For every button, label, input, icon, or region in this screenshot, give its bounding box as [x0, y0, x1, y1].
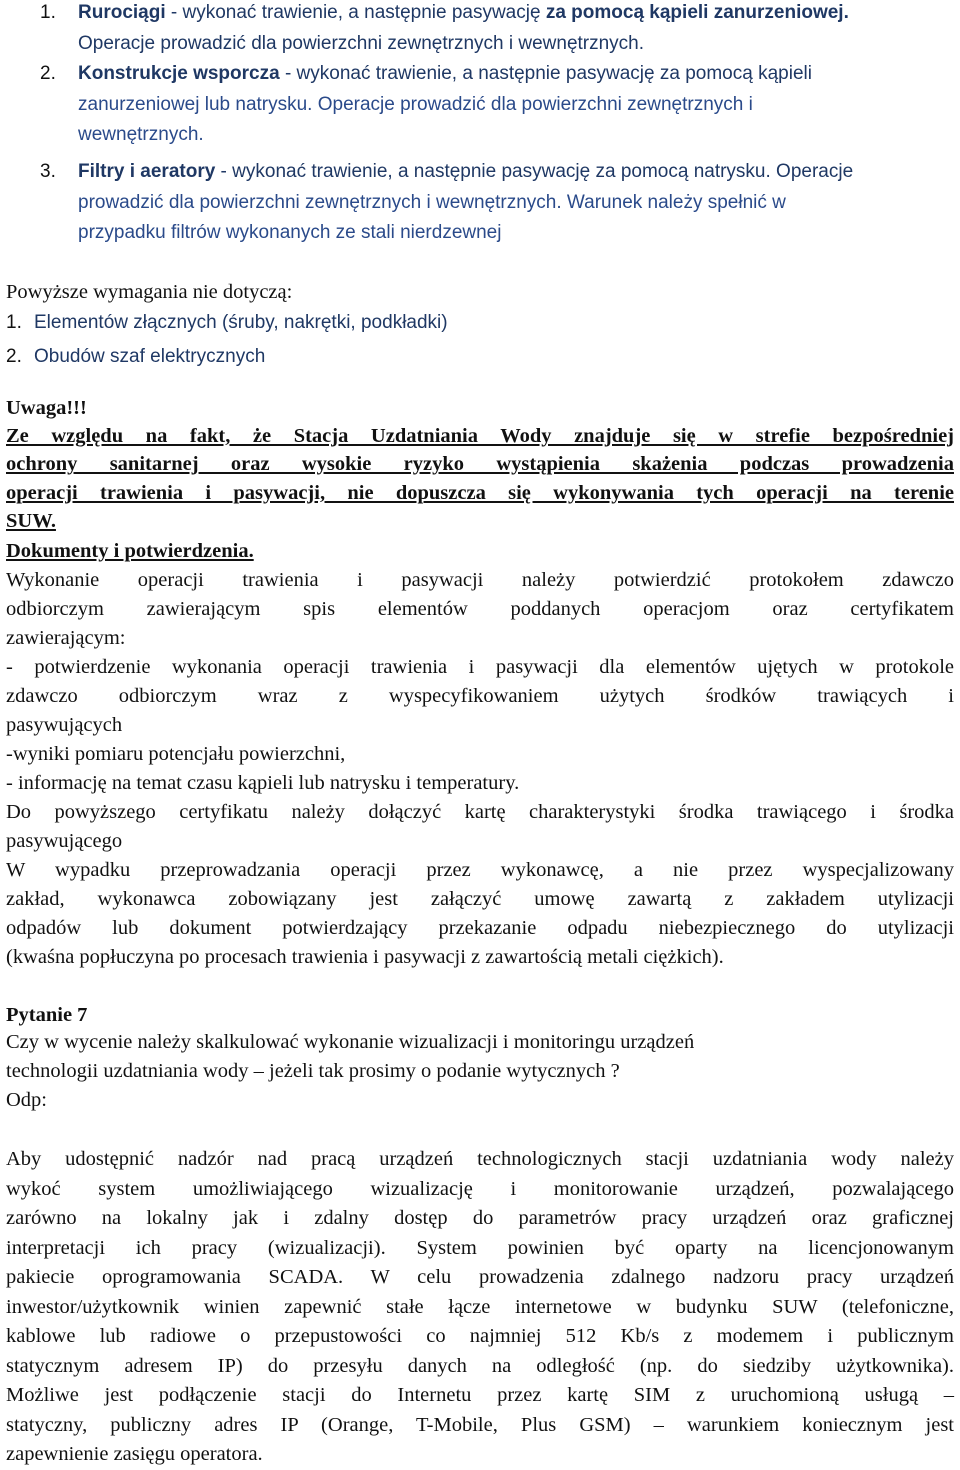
exclusions-list [6, 306, 906, 374]
item-title: Rurociągi [78, 2, 166, 23]
list-number: 3. [40, 161, 56, 182]
item-text: zanurzeniowej lub natrysku. Operacje prowadzić dla powierzchni zewnętrznych i [78, 93, 753, 115]
text-line: operacji trawienia i pasywacji, nie dopuszcza się wykonywania tych operacji na terenie [6, 481, 954, 504]
docs-title: Dokumenty i potwierdzenia. [6, 540, 254, 562]
text-line: statycznym adresem IP) do przesyłu danych na odległość (np. do siedziby użytkownika). [6, 1354, 954, 1377]
text-line: Aby udostępnić nadzór nad pracą urządzeń technologicznych stacji uzdatniania wody należy [6, 1148, 954, 1170]
text-line: Wykonanie operacji trawienia i pasywacji należy potwierdzić protokołem zdawczo [6, 569, 954, 591]
text-line: odbiorczym zawierającym spis elementów poddanych operacjom oraz certyfikatem [6, 598, 954, 620]
exclusions-heading: Powyższe wymagania nie dotyczą: [6, 281, 293, 303]
text-line: zarówno na lokalny jak i zdalny dostęp do parametrów pracy urządzeń oraz graficznej [6, 1207, 954, 1229]
answer-label: Odp: [6, 1089, 47, 1111]
text-line: W wypadku przeprowadzania operacji przez wykonawcę, a nie przez wyspecjalizowany [6, 859, 954, 881]
item-text: - wykonać trawienie, a następnie pasywację [165, 2, 546, 23]
text-line: -wyniki pomiaru potencjału powierzchni, [6, 743, 346, 765]
item-title: Filtry i aeratory [78, 161, 216, 182]
list-item [0, 0, 960, 59]
text-line: kablowe lub radiowe o przepustowości co najmniej 512 Kb/s z modemem i publicznym [6, 1325, 954, 1347]
item-text: przypadku filtrów wykonanych ze stali nierdzewnej [78, 222, 502, 243]
item-text: - wykonać trawienie, a następnie pasywację za pomocą kąpieli [279, 63, 812, 84]
text-line: Czy w wycenie należy skalkulować wykonanie wizualizacji i monitoringu urządzeń [6, 1031, 695, 1053]
text-line: zawierającym: [6, 627, 126, 649]
item-title: Konstrukcje wsporcza [78, 63, 280, 84]
item-text: wewnętrznych. [78, 124, 204, 145]
item-text: Obudów szaf elektrycznych [34, 346, 266, 367]
text-line: - informację na temat czasu kąpieli lub natrysku i temperatury. [6, 772, 520, 794]
text-line: zapewnienie zasięgu operatora. [6, 1443, 263, 1465]
list-number: 1. [6, 312, 22, 333]
list-item [0, 59, 960, 151]
answer-text [6, 1145, 954, 1470]
list-item [6, 306, 906, 340]
list-item [0, 157, 960, 249]
text-line: ochrony sanitarnej oraz wysokie ryzyko wystąpienia skażenia podczas prowadzenia [6, 453, 954, 476]
text-line: inwestor/użytkownik winien zapewnić stałe łącze internetowe w budynku SUW (telefoniczne, [6, 1295, 954, 1318]
list-item [6, 340, 906, 374]
text-line: zdawczo odbiorczym wraz z wyspecyfikowaniem użytych środków trawiących i [6, 685, 954, 707]
text-line: pasywującego [6, 830, 123, 852]
warning-text [6, 422, 954, 536]
text-line: statyczny, publiczny adres IP (Orange, T-Mobile, Plus GSM) – warunkiem koniecznym jest [6, 1413, 954, 1436]
text-line: interpretacji ich pracy (wizualizacji). System powinien być oparty na licencjonowanym [6, 1236, 954, 1259]
list-number: 1. [40, 2, 56, 23]
item-text: - wykonać trawienie, a następnie pasywację za pomocą natrysku. Operacje [215, 161, 854, 182]
text-line: pakiecie oprogramowania SCADA. W celu prowadzenia zdalnego nadzoru pracy urządzeń [6, 1266, 954, 1288]
text-line: SUW. [6, 510, 56, 533]
docs-text [6, 566, 954, 972]
item-text-bold: za pomocą kąpieli zanurzeniowej. [545, 2, 849, 23]
item-text: Operacje prowadzić dla powierzchni zewnętrznych i wewnętrznych. [78, 32, 645, 54]
text-line: zakład, wykonawca zobowiązany jest załączyć umowę zawartą z zakładem utylizacji [6, 888, 954, 910]
text-line: - potwierdzenie wykonania operacji trawienia i pasywacji dla elementów ujętych w protokole [6, 656, 954, 678]
list-number: 2. [40, 63, 56, 84]
item-text: Elementów złącznych (śruby, nakrętki, podkładki) [34, 312, 448, 333]
text-line: odpadów lub dokument potwierdzający przekazanie odpadu niebezpiecznego do utylizacji [6, 917, 954, 939]
text-line: pasywujących [6, 714, 123, 736]
text-line: Możliwe jest podłączenie stacji do Internetu przez kartę SIM z uruchomioną usługą – [6, 1384, 954, 1406]
question-title: Pytanie 7 [6, 1004, 88, 1026]
text-line: Ze względu na fakt, że Stacja Uzdatniania Wody znajduje się w strefie bezpośredniej [6, 425, 954, 447]
text-line: wykoć system umożliwiającego wizualizację i monitorowanie urządzeń, pozwalającego [6, 1177, 954, 1200]
text-line: technologii uzdatniania wody – jeżeli tak prosimy o podanie wytycznych ? [6, 1060, 620, 1082]
warning-title: Uwaga!!! [6, 397, 87, 419]
text-line: (kwaśna popłuczyna po procesach trawienia i pasywacji z zawartością metali ciężkich). [6, 946, 724, 968]
list-number: 2. [6, 346, 22, 367]
question-text [6, 1028, 954, 1086]
item-text: prowadzić dla powierzchni zewnętrznych i wewnętrznych. Warunek należy spełnić w [78, 191, 786, 213]
text-line: Do powyższego certyfikatu należy dołączyć kartę charakterystyki środka trawiącego i środka [6, 801, 954, 823]
